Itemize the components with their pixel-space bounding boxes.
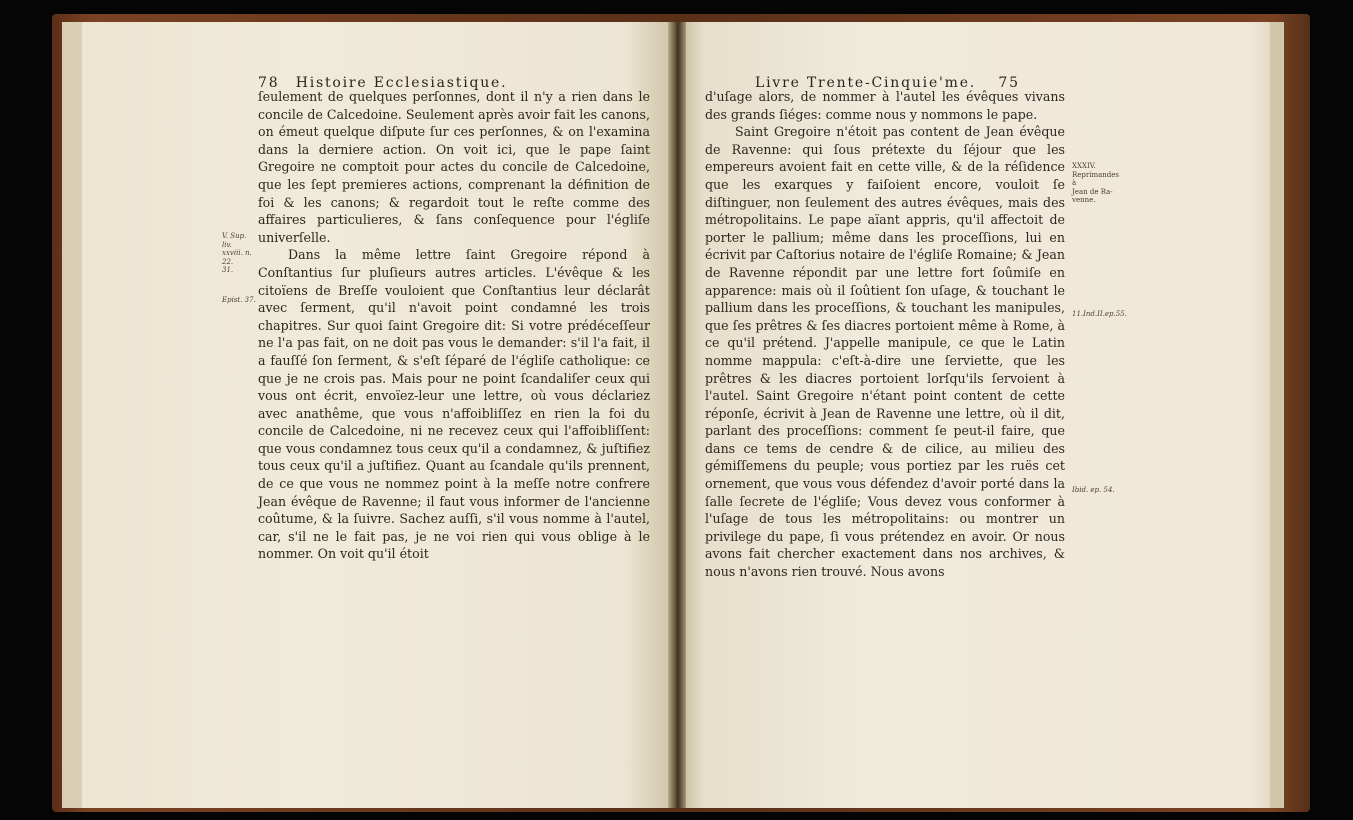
margin-note-line: Reprimandes à (1072, 170, 1120, 187)
left-margin-note-2 (222, 296, 256, 305)
left-paragraph-1: ſeulement de quelques perſonnes, dont il n'y a rien dans le concile de Calcedoine. Seulement après avoir fait les canons, on émeut quelque diſpute ſur ces perſonnes, & on l'examina dans la derniere action. On voit ici, que le pape ſaint Gregoire ne comptoit pour actes du concile de Calcedoine, que les ſept premieres actions, comprenant la définition de foi & les canons; & regardoit tout le reſte comme des affaires particulieres, & ſans conſequence pour l'égliſe univerſelle. (258, 89, 650, 245)
left-page-number: 78 (258, 75, 280, 91)
right-page-number: 75 (998, 75, 1020, 91)
right-margin-note-2 (1072, 310, 1134, 319)
left-page-body (258, 88, 650, 563)
left-running-title: Histoire Ecclesiastique. (295, 75, 508, 91)
margin-note-line: xxviii. n. 22. (222, 249, 252, 266)
right-page-edges (1270, 22, 1284, 808)
right-margin-note-3 (1072, 486, 1124, 495)
right-paragraph-2: Saint Gregoire n'étoit pas content de Jean évêque de Ravenne: qui ſous prétexte du ſéjour que les empereurs avoient fait en cette ville, & de la réſidence que les exarques y faiſoient encore, vouloit ſe diſtinguer, non ſeulement des autres évêques, mais des métropolitains. Le pape aïant appris, qu'il affectoit de porter le pallium; même dans les proceſſions, lui en écrivit par Caſtorius notaire de l'égliſe Romaine; & Jean de Ravenne répondit par une lettre fort ſoûmiſe en apparence: mais où il ſoûtient ſon uſage, & touchant le pallium dans les proceſſions, & touchant les manipules, que ſes prêtres & ſes diacres portoient même à Rome, à ce qu'il prétend. J'appelle manipule, ce que le Latin nomme mappula: c'eſt-à-dire une ſerviette, que les prêtres & les diacres portoient lorſqu'ils ſervoient à l'autel. Saint Gregoire n'étant point content de cette réponſe, écrivit à Jean de Ravenne une lettre, où il dit, parlant des proceſſions: comment ſe peut-il faire, que dans ce tems de cendre & de cilice, au milieu des gémiſſemens du peuple; vous portiez par les ruës cet ornement, que vous vous défendez d'avoir porté dans la ſalle ſecrete de l'égliſe; Vous devez vous conformer à l'uſage de tous les métropolitains: ou montrer un privilege du pape, ſi vous prétendez en avoir. Or nous avons fait chercher exactement dans nos archives, & nous n'avons rien trouvé. Nous avons (705, 124, 1065, 580)
right-paragraph-1: d'uſage alors, de nommer à l'autel les évêques vivans des grands ſiéges: comme nous y nommons le pape. (705, 89, 1065, 122)
margin-note-line: Ibid. ep. 54. (1072, 486, 1115, 494)
right-margin-note-1 (1072, 162, 1124, 205)
book-gutter (668, 22, 686, 808)
margin-note-line: 31. (222, 266, 234, 274)
margin-note-line: XXXIV. (1072, 162, 1096, 170)
right-running-title: Livre Trente-Cinquie'me. (755, 75, 977, 91)
margin-note-line: Epist. 37. (222, 296, 256, 304)
margin-note-line: Jean de Ra- (1072, 187, 1113, 196)
left-page-edges (62, 22, 82, 808)
right-page-body (705, 88, 1065, 581)
left-margin-note-1 (222, 232, 256, 275)
left-paragraph-2: Dans la même lettre ſaint Gregoire répond à Conſtantius ſur pluſieurs autres articles. L'évêque & les citoïens de Breſſe vouloient que Conſtantius leur déclarât avec ſerment, qu'il n'avoit point condamné les trois chapitres. Sur quoi ſaint Gregoire dit: Si votre prédéceſſeur ne l'a pas fait, on ne doit pas vous le demander: s'il l'a fait, il a fauſſé ſon ſerment, & s'eſt ſéparé de l'égliſe catholique: ce que je ne crois pas. Mais pour ne point ſcandaliſer ceux qui vous ont écrit, envoïez-leur une lettre, où vous déclariez avec anathême, que vous n'affoibliſſez en rien la foi du concile de Calcedoine, ni ne recevez ceux qui l'affoibliſſent: que vous condamnez tous ceux qu'il a condamnez, & juſtifiez tous ceux qu'il a juſtifiez. Quant au ſcandale qu'ils prennent, de ce que vous ne nommez point à la meſſe notre confrere Jean évêque de Ravenne; il faut vous informer de l'ancienne coûtume, & la ſuivre. Sachez auſſi, s'il vous nomme à l'autel, car, s'il ne le fait pas, je ne voi rien qui vous oblige à le nommer. On voit qu'il étoit (258, 247, 650, 562)
margin-note-line: venne. (1072, 196, 1096, 204)
margin-note-line: V. Sup. liv. (222, 232, 247, 249)
margin-note-line: 11.Ind.II.ep.55. (1072, 310, 1127, 318)
